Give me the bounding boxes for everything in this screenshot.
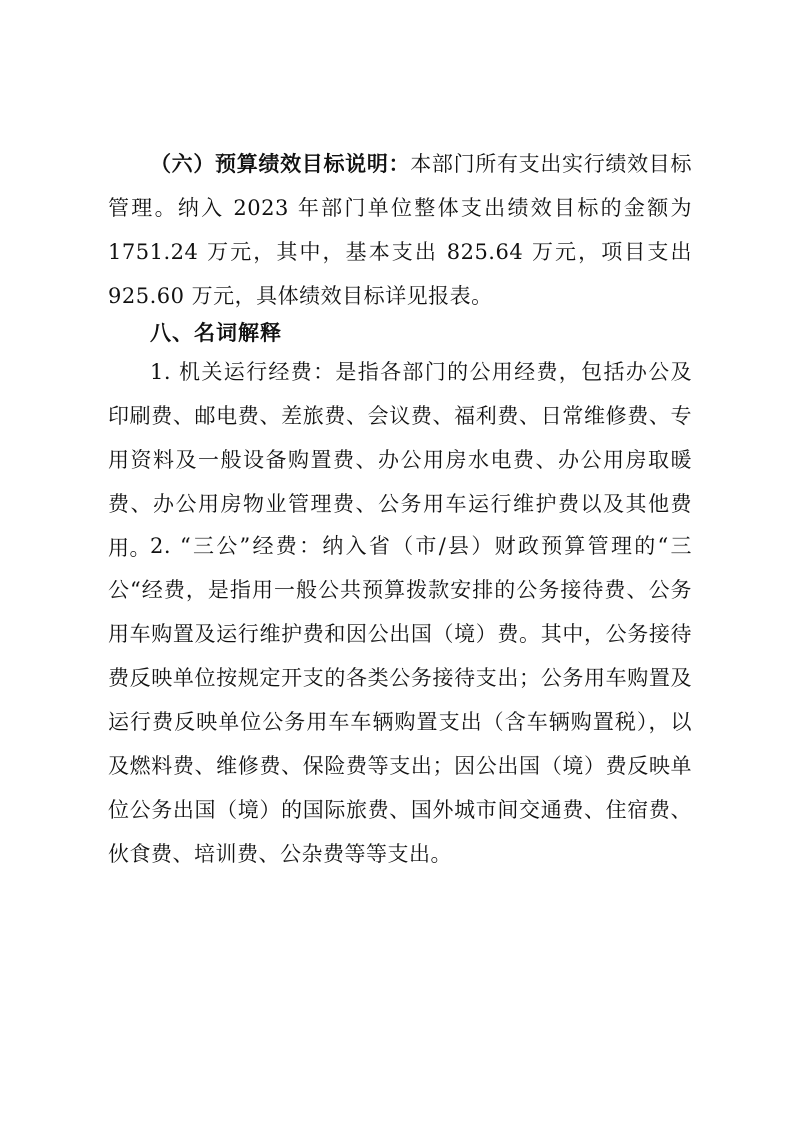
term-2-paragraph: 2. “三公”经费：纳入省（市/县）财政预算管理的“三公“经费，是指用一般公共预算拨款安排的公务接待费、公务用车购置及运行维护费和因公出国（境）费。其中，公务接待费反映单位按规定开支的各类公务接待支出；公务用车购置及运行费反映单位公务用车车辆购置支出（含车辆购置税），以及燃料费、维修费、保险费等支出；因公出国（境）费反映单位公务出国（境）的国际旅费、国外城市间交通费、住宿费、伙食费、培训费、公杂费等等支出。	[108, 534, 692, 866]
section-6-body: 本部门所有支出实行绩效目标管理。纳入 2023 年部门单位整体支出绩效目标的金额为 1751.24 万元，其中，基本支出 825.64 万元，项目支出 925.60 万元，具体绩效目标详见报表。	[108, 152, 692, 308]
section-6-heading: （六）预算绩效目标说明：	[150, 152, 411, 176]
section-8-heading: 八、名词解释	[150, 321, 282, 345]
term-1-paragraph: 1. 机关运行经费：是指各部门的公用经费，包括办公及印刷费、邮电费、差旅费、会议费、福利费、日常维修费、专用资料及一般设备购置费、办公用房水电费、办公用房取暖费、办公用房物业管理费、公务用车运行维护费以及其他费用。	[108, 360, 692, 560]
section-6-paragraph	[108, 142, 692, 318]
